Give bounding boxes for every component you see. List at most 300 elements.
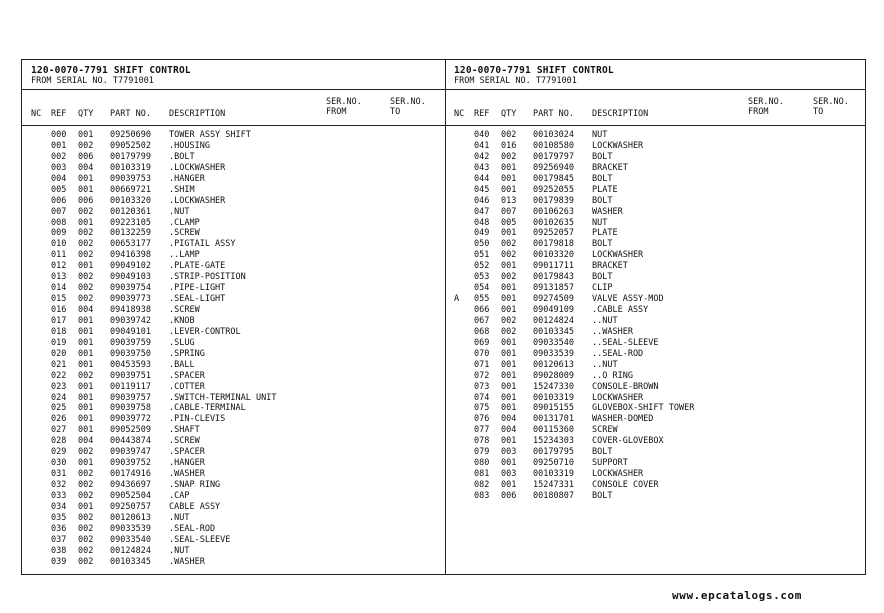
ref-cell: 013 [51, 272, 67, 283]
ref-cell: 070 [474, 348, 490, 359]
table-row [22, 228, 445, 239]
qty-cell: 002 [78, 545, 94, 556]
qty-cell: 001 [78, 326, 94, 337]
table-row [22, 338, 445, 349]
description-cell: .WASHER [169, 469, 205, 480]
table-row [22, 174, 445, 185]
part-number-cell: 00103320 [110, 195, 151, 206]
description-cell: BOLT [592, 195, 613, 206]
ref-cell: 069 [474, 337, 490, 348]
part-number-cell: 00103319 [533, 392, 574, 403]
qty-cell: 001 [78, 414, 94, 425]
table-row [22, 130, 445, 141]
qty-cell: 002 [78, 228, 94, 239]
watermark-url: www.epcatalogs.com [672, 589, 803, 602]
table-row [445, 447, 866, 458]
qty-cell: 007 [501, 206, 517, 217]
part-number-cell: 09039759 [110, 337, 151, 348]
qty-cell: 002 [78, 512, 94, 523]
ref-cell: 076 [474, 414, 490, 425]
qty-cell: 002 [501, 326, 517, 337]
ref-cell: 047 [474, 206, 490, 217]
qty-cell: 001 [501, 480, 517, 490]
qty-cell: 001 [78, 501, 94, 512]
header-ser-to-line1: SER.NO. [390, 97, 426, 107]
ref-cell: 009 [51, 228, 67, 239]
ref-cell: 044 [474, 173, 490, 184]
description-cell: WASHER [592, 206, 623, 217]
description-cell: .PIGTAIL ASSY [169, 239, 236, 250]
header-ser-to-line1: SER.NO. [813, 97, 849, 107]
part-number-cell: 09039772 [110, 414, 151, 425]
table-row [22, 393, 445, 404]
qty-cell: 001 [78, 359, 94, 370]
table-row [445, 349, 866, 360]
table-row [22, 425, 445, 436]
ref-cell: 040 [474, 130, 490, 140]
description-cell: .CABLE-TERMINAL [169, 403, 246, 414]
qty-cell: 001 [501, 294, 517, 305]
description-cell: ..SEAL-SLEEVE [592, 337, 659, 348]
table-row [22, 207, 445, 218]
description-cell: .SPACER [169, 370, 205, 381]
description-cell: .PIPE-LIGHT [169, 283, 226, 294]
qty-cell: 002 [501, 239, 517, 250]
description-cell: CLIP [592, 283, 613, 294]
description-cell: NUT [592, 130, 608, 140]
part-number-cell: 09250690 [110, 130, 151, 140]
qty-cell: 001 [78, 392, 94, 403]
table-row [22, 316, 445, 327]
table-row [22, 283, 445, 294]
qty-cell: 001 [78, 184, 94, 195]
ref-cell: 041 [474, 140, 490, 151]
qty-cell: 001 [78, 217, 94, 228]
table-row [445, 261, 866, 272]
description-cell: .COTTER [169, 381, 205, 392]
description-cell: .NUT [169, 206, 190, 217]
ref-cell: 025 [51, 403, 67, 414]
part-number-cell: 09039747 [110, 447, 151, 458]
part-number-cell: 09252055 [533, 184, 574, 195]
ref-cell: 021 [51, 359, 67, 370]
ref-cell: 017 [51, 315, 67, 326]
qty-cell: 001 [501, 305, 517, 315]
table-row [445, 480, 866, 491]
description-cell: BOLT [592, 447, 613, 458]
description-cell: LOCKWASHER [592, 140, 644, 151]
description-cell: .CABLE ASSY [592, 305, 649, 315]
qty-cell: 002 [78, 523, 94, 534]
qty-cell: 002 [501, 250, 517, 261]
ref-cell: 043 [474, 162, 490, 173]
description-cell: WASHER-DOMED [592, 414, 654, 425]
description-cell: .HANGER [169, 458, 205, 469]
part-number-cell: 00103345 [110, 556, 151, 567]
table-row [445, 130, 866, 141]
qty-cell: 002 [501, 315, 517, 326]
qty-cell: 005 [501, 217, 517, 228]
description-cell: .KNOB [169, 315, 195, 326]
part-number-cell: 09049109 [533, 305, 574, 315]
description-cell: SUPPORT [592, 458, 628, 469]
description-cell: BRACKET [592, 261, 628, 272]
ref-cell: 080 [474, 458, 490, 469]
ref-cell: 023 [51, 381, 67, 392]
header-ser-from-line1: SER.NO. [748, 97, 784, 107]
description-cell: .SHAFT [169, 425, 200, 436]
header-part-no: PART NO. [533, 109, 574, 119]
table-row [22, 371, 445, 382]
part-number-cell: 00180807 [533, 490, 574, 501]
header-qty: QTY [78, 109, 94, 119]
ref-cell: 020 [51, 348, 67, 359]
part-number-cell: 00103024 [533, 130, 574, 140]
qty-cell: 002 [78, 469, 94, 480]
part-number-cell: 00115360 [533, 425, 574, 436]
part-number-cell: 09028009 [533, 370, 574, 381]
description-cell: .SEAL-ROD [169, 523, 216, 534]
part-number-cell: 09033540 [533, 337, 574, 348]
ref-cell: 068 [474, 326, 490, 337]
ref-cell: 002 [51, 151, 67, 162]
table-row [445, 338, 866, 349]
description-cell: TOWER ASSY SHIFT [169, 130, 251, 140]
ref-cell: 079 [474, 447, 490, 458]
table-row [445, 185, 866, 196]
ref-cell: 012 [51, 261, 67, 272]
table-row [22, 152, 445, 163]
ref-cell: 032 [51, 480, 67, 490]
ref-cell: 015 [51, 294, 67, 305]
table-row [445, 207, 866, 218]
table-row [445, 272, 866, 283]
description-cell: .BOLT [169, 151, 195, 162]
table-row [22, 469, 445, 480]
part-number-cell: 00103320 [533, 250, 574, 261]
qty-cell: 001 [78, 130, 94, 140]
ref-cell: 006 [51, 195, 67, 206]
table-row [22, 524, 445, 535]
description-cell: .LEVER-CONTROL [169, 326, 241, 337]
description-cell: PLATE [592, 228, 618, 239]
part-number-cell: 00108580 [533, 140, 574, 151]
description-cell: ..NUT [592, 315, 618, 326]
description-cell: .NUT [169, 512, 190, 523]
part-number-cell: 00453593 [110, 359, 151, 370]
ref-cell: 027 [51, 425, 67, 436]
qty-cell: 001 [501, 283, 517, 294]
page-title: 120-0070-7791 SHIFT CONTROL [31, 65, 191, 76]
table-row [22, 349, 445, 360]
table-row [445, 283, 866, 294]
description-cell: COVER-GLOVEBOX [592, 436, 664, 447]
part-number-cell: 09256940 [533, 162, 574, 173]
part-number-cell: 00653177 [110, 239, 151, 250]
qty-cell: 002 [501, 151, 517, 162]
ref-cell: 019 [51, 337, 67, 348]
qty-cell: 001 [501, 392, 517, 403]
ref-cell: 075 [474, 403, 490, 414]
description-cell: BOLT [592, 151, 613, 162]
part-number-cell: 09039753 [110, 173, 151, 184]
part-number-cell: 00120361 [110, 206, 151, 217]
qty-cell: 002 [78, 239, 94, 250]
header-part-no: PART NO. [110, 109, 151, 119]
part-number-cell: 00102635 [533, 217, 574, 228]
ref-cell: 071 [474, 359, 490, 370]
description-cell: .PLATE-GATE [169, 261, 226, 272]
table-row [445, 294, 866, 305]
table-row [22, 272, 445, 283]
page-title: 120-0070-7791 SHIFT CONTROL [454, 65, 614, 76]
parts-column-left [22, 60, 446, 574]
ref-cell: 026 [51, 414, 67, 425]
description-cell: CONSOLE COVER [592, 480, 659, 490]
ref-cell: 074 [474, 392, 490, 403]
table-row [445, 174, 866, 185]
qty-cell: 001 [501, 162, 517, 173]
ref-cell: 078 [474, 436, 490, 447]
table-row [445, 250, 866, 261]
ref-cell: 007 [51, 206, 67, 217]
header-ref: REF [51, 109, 67, 119]
ref-cell: 034 [51, 501, 67, 512]
ref-cell: 048 [474, 217, 490, 228]
part-number-cell: 00124824 [110, 545, 151, 556]
part-number-cell: 00119117 [110, 381, 151, 392]
header-nc: NC [454, 109, 465, 119]
description-cell: ..WASHER [592, 326, 633, 337]
table-row [22, 360, 445, 371]
part-number-cell: 09274509 [533, 294, 574, 305]
description-cell: .SPRING [169, 348, 205, 359]
parts-rows-left [22, 126, 445, 568]
ref-cell: 066 [474, 305, 490, 315]
part-number-cell: 09223105 [110, 217, 151, 228]
parts-column-right [445, 60, 866, 574]
description-cell: .SLUG [169, 337, 195, 348]
description-cell: .PIN-CLEVIS [169, 414, 226, 425]
qty-cell: 001 [501, 381, 517, 392]
description-cell: BOLT [592, 173, 613, 184]
qty-cell: 006 [501, 490, 517, 501]
description-cell: .SEAL-SLEEVE [169, 534, 231, 545]
ref-cell: 055 [474, 294, 490, 305]
header-ref: REF [474, 109, 490, 119]
qty-cell: 002 [78, 370, 94, 381]
ref-cell: 082 [474, 480, 490, 490]
qty-cell: 002 [78, 206, 94, 217]
qty-cell: 001 [78, 458, 94, 469]
description-cell: LOCKWASHER [592, 469, 644, 480]
qty-cell: 002 [78, 490, 94, 501]
qty-cell: 001 [501, 458, 517, 469]
description-cell: .SHIM [169, 184, 195, 195]
ref-cell: 014 [51, 283, 67, 294]
table-row [22, 218, 445, 229]
description-cell: .LOCKWASHER [169, 162, 226, 173]
table-row [22, 502, 445, 513]
table-row [445, 360, 866, 371]
part-number-cell: 00179799 [110, 151, 151, 162]
part-number-cell: 09052509 [110, 425, 151, 436]
qty-cell: 002 [78, 556, 94, 567]
part-number-cell: 09418938 [110, 305, 151, 315]
qty-cell: 002 [78, 283, 94, 294]
qty-cell: 001 [78, 173, 94, 184]
part-number-cell: 00179845 [533, 173, 574, 184]
table-row [445, 403, 866, 414]
table-row [445, 469, 866, 480]
qty-cell: 001 [501, 370, 517, 381]
description-cell: .SCREW [169, 436, 200, 447]
part-number-cell: 09252057 [533, 228, 574, 239]
ref-cell: 033 [51, 490, 67, 501]
table-row [445, 458, 866, 469]
qty-cell: 001 [78, 425, 94, 436]
part-number-cell: 00103319 [110, 162, 151, 173]
part-number-cell: 09033539 [533, 348, 574, 359]
description-cell: .HOUSING [169, 140, 210, 151]
qty-cell: 002 [78, 140, 94, 151]
qty-cell: 001 [78, 403, 94, 414]
part-number-cell: 00179839 [533, 195, 574, 206]
table-row [445, 228, 866, 239]
description-cell: .WASHER [169, 556, 205, 567]
qty-cell: 001 [501, 436, 517, 447]
qty-cell: 004 [78, 162, 94, 173]
qty-cell: 001 [78, 337, 94, 348]
ref-cell: 004 [51, 173, 67, 184]
qty-cell: 001 [78, 315, 94, 326]
serial-subtitle: FROM SERIAL NO. T7791001 [31, 76, 154, 86]
ref-cell: 030 [51, 458, 67, 469]
table-row [22, 557, 445, 568]
table-row [22, 163, 445, 174]
qty-cell: 001 [501, 403, 517, 414]
ref-cell: 081 [474, 469, 490, 480]
description-cell: .CLAMP [169, 217, 200, 228]
description-cell: .SWITCH-TERMINAL UNIT [169, 392, 277, 403]
header-qty: QTY [501, 109, 517, 119]
table-row [22, 327, 445, 338]
table-row [445, 305, 866, 316]
table-row [22, 513, 445, 524]
nc-cell: A [454, 294, 460, 305]
table-row [22, 535, 445, 546]
description-cell: BOLT [592, 239, 613, 250]
description-cell: VALVE ASSY-MOD [592, 294, 664, 305]
part-number-cell: 15234303 [533, 436, 574, 447]
ref-cell: 028 [51, 436, 67, 447]
column-headers [445, 90, 866, 126]
part-number-cell: 09011711 [533, 261, 574, 272]
ref-cell: 010 [51, 239, 67, 250]
ref-cell: 051 [474, 250, 490, 261]
ref-cell: 083 [474, 490, 490, 501]
description-cell: .SNAP RING [169, 480, 221, 490]
qty-cell: 002 [501, 272, 517, 283]
table-row [445, 239, 866, 250]
description-cell: .CAP [169, 490, 190, 501]
column-title-block [445, 60, 866, 90]
part-number-cell: 00132259 [110, 228, 151, 239]
ref-cell: 046 [474, 195, 490, 206]
table-row [445, 436, 866, 447]
part-number-cell: 00103345 [533, 326, 574, 337]
description-cell: ..LAMP [169, 250, 200, 261]
qty-cell: 004 [78, 305, 94, 315]
description-cell: ..NUT [592, 359, 618, 370]
description-cell: BRACKET [592, 162, 628, 173]
part-number-cell: 09131857 [533, 283, 574, 294]
description-cell: .NUT [169, 545, 190, 556]
ref-cell: 045 [474, 184, 490, 195]
description-cell: SCREW [592, 425, 618, 436]
qty-cell: 002 [78, 294, 94, 305]
header-ser-from-line1: SER.NO. [326, 97, 362, 107]
part-number-cell: 00120613 [110, 512, 151, 523]
qty-cell: 001 [78, 261, 94, 272]
table-row [22, 546, 445, 557]
part-number-cell: 09052504 [110, 490, 151, 501]
column-headers [22, 90, 445, 126]
part-number-cell: 09416398 [110, 250, 151, 261]
table-row [445, 393, 866, 404]
table-row [22, 261, 445, 272]
part-number-cell: 00120613 [533, 359, 574, 370]
part-number-cell: 00174916 [110, 469, 151, 480]
description-cell: CABLE ASSY [169, 501, 221, 512]
description-cell: .BALL [169, 359, 195, 370]
qty-cell: 001 [78, 348, 94, 359]
table-row [22, 447, 445, 458]
column-title-block [22, 60, 445, 90]
qty-cell: 004 [501, 414, 517, 425]
table-row [22, 141, 445, 152]
table-row [22, 196, 445, 207]
description-cell: LOCKWASHER [592, 392, 644, 403]
ref-cell: 000 [51, 130, 67, 140]
description-cell: .STRIP-POSITION [169, 272, 246, 283]
table-row [445, 414, 866, 425]
part-number-cell: 00124824 [533, 315, 574, 326]
part-number-cell: 09039750 [110, 348, 151, 359]
part-number-cell: 09015155 [533, 403, 574, 414]
ref-cell: 042 [474, 151, 490, 162]
table-row [445, 196, 866, 207]
serial-subtitle: FROM SERIAL NO. T7791001 [454, 76, 577, 86]
table-row [445, 382, 866, 393]
part-number-cell: 09039757 [110, 392, 151, 403]
part-number-cell: 00179797 [533, 151, 574, 162]
qty-cell: 016 [501, 140, 517, 151]
qty-cell: 002 [501, 130, 517, 140]
part-number-cell: 09039773 [110, 294, 151, 305]
ref-cell: 067 [474, 315, 490, 326]
table-row [22, 250, 445, 261]
ref-cell: 001 [51, 140, 67, 151]
table-row [22, 436, 445, 447]
ref-cell: 008 [51, 217, 67, 228]
qty-cell: 003 [501, 447, 517, 458]
ref-cell: 016 [51, 305, 67, 315]
table-row [445, 141, 866, 152]
ref-cell: 029 [51, 447, 67, 458]
part-number-cell: 09033540 [110, 534, 151, 545]
description-cell: .HANGER [169, 173, 205, 184]
